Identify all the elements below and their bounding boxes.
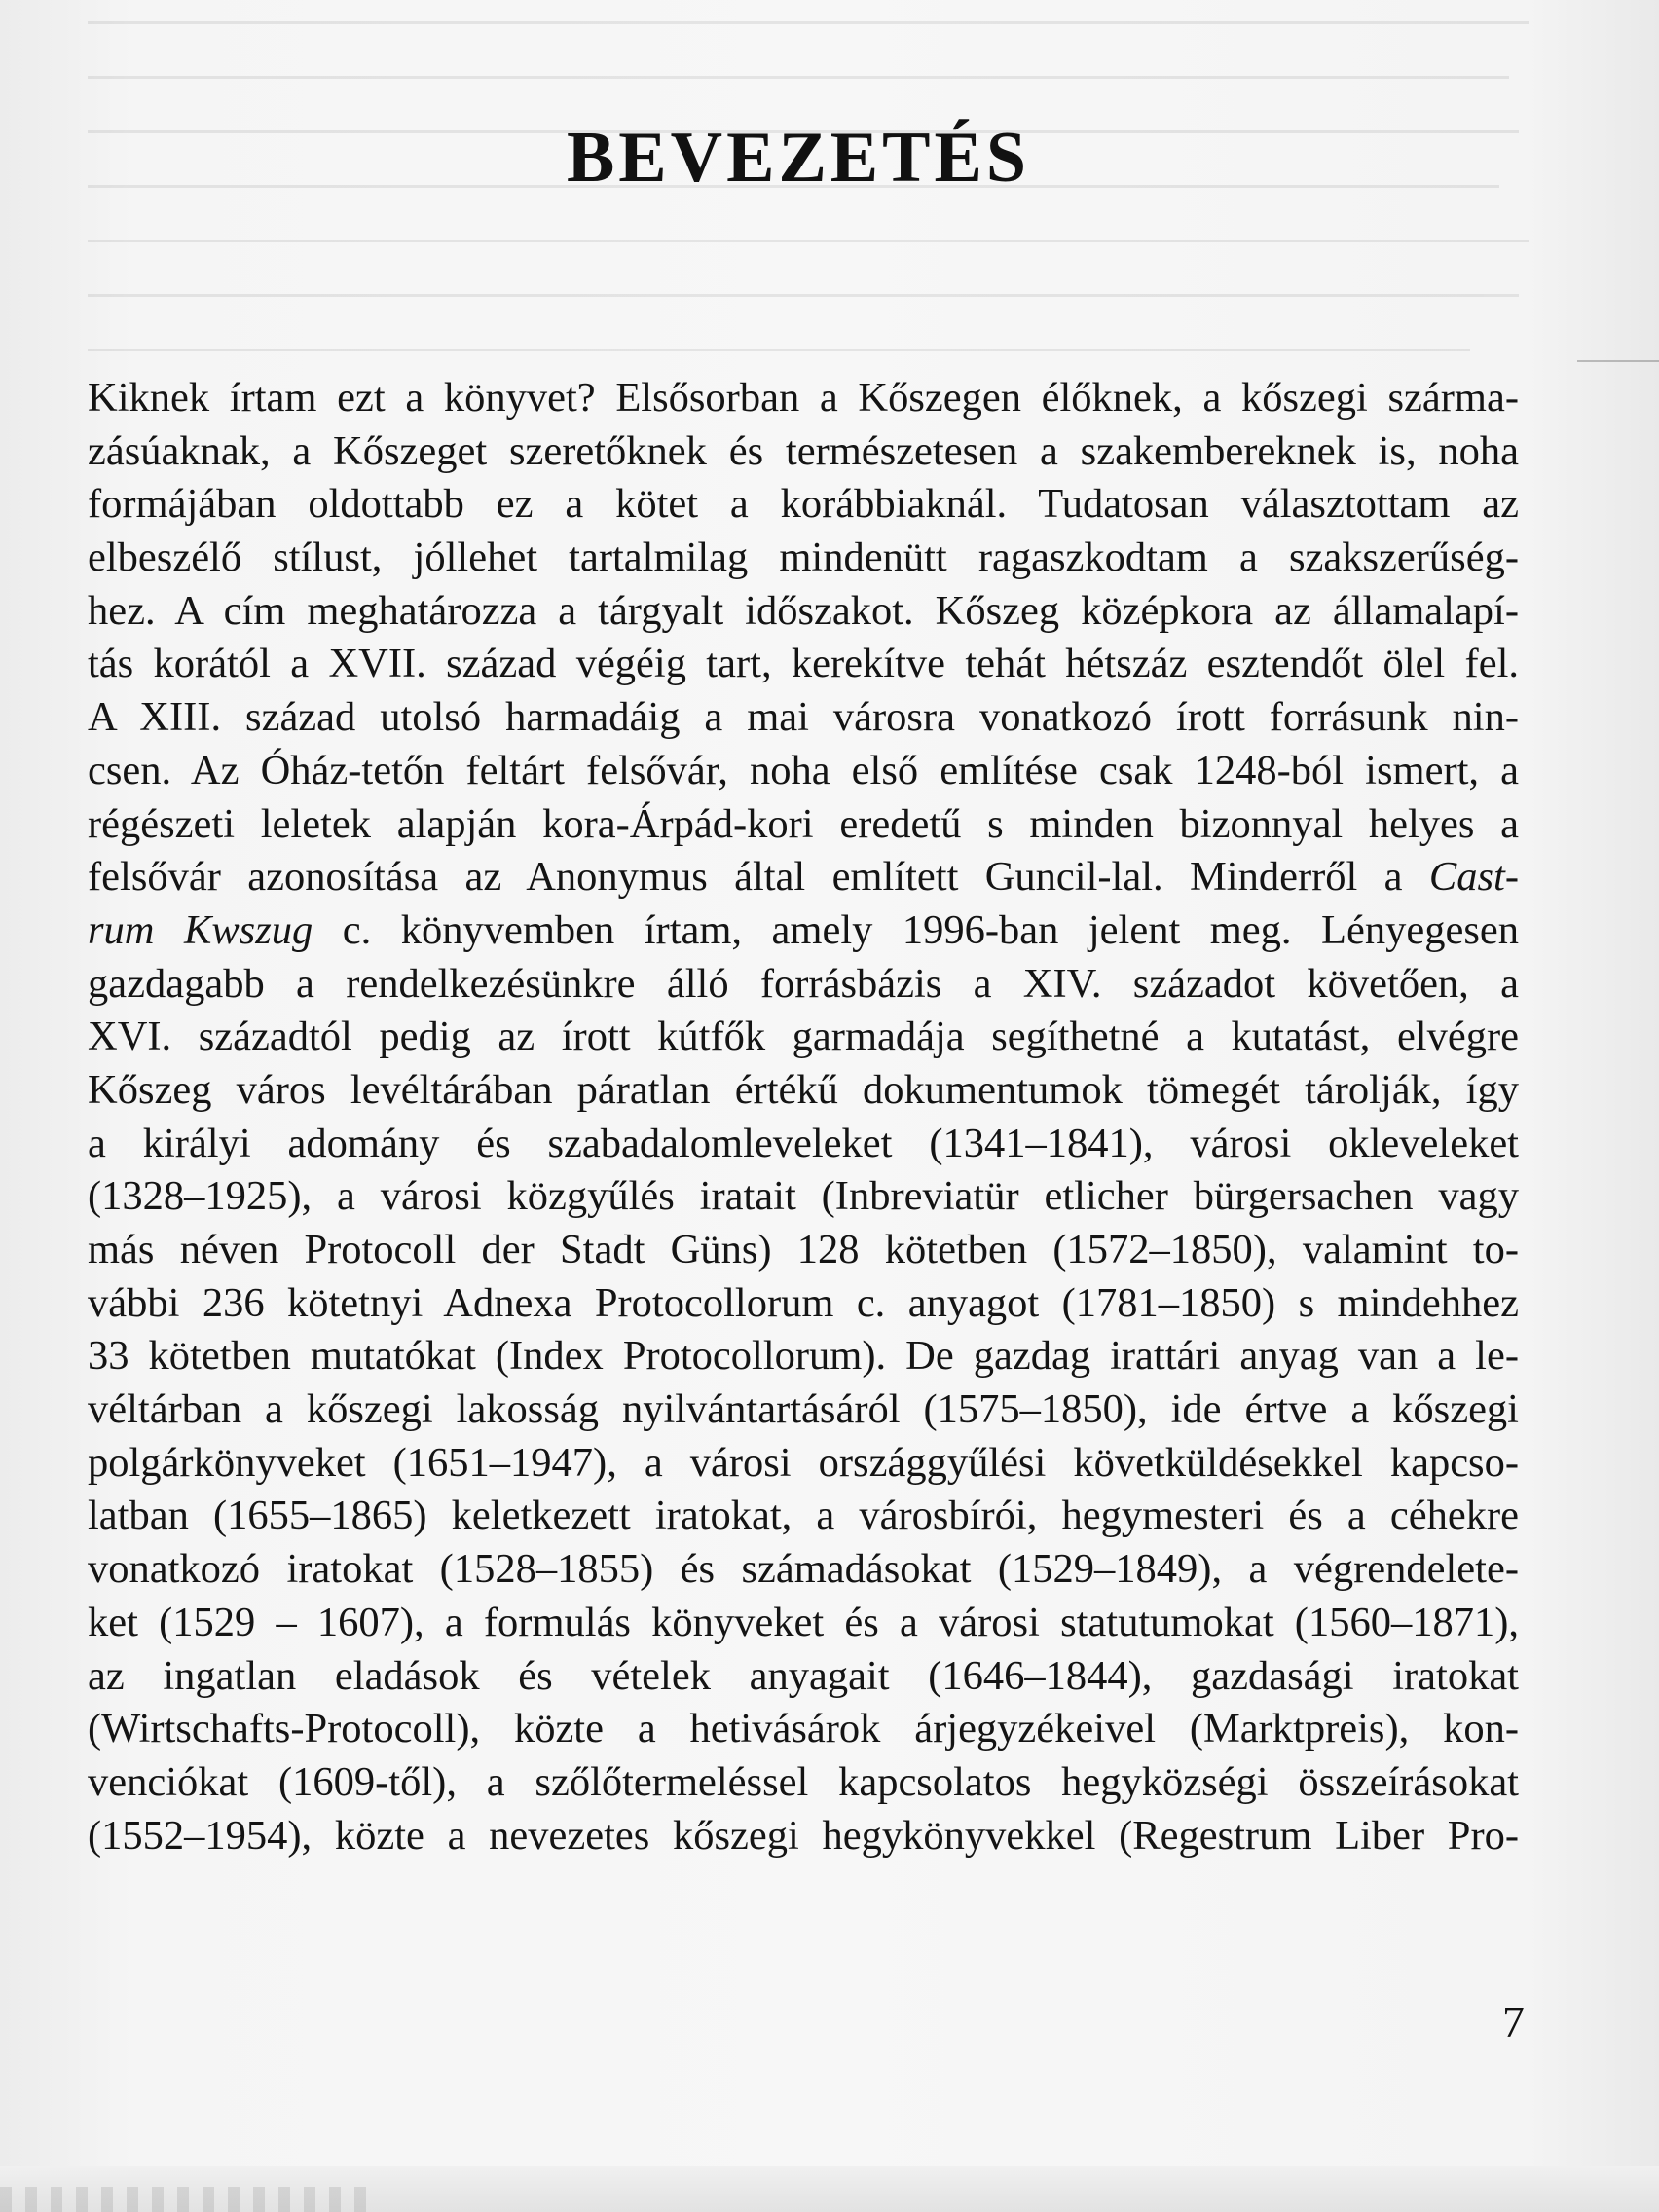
text-line: (1328–1925), a városi közgyűlés iratait (Inbreviatür etlicher bürgersachen vagy bbox=[88, 1173, 1519, 1220]
text-line: csen. Az Óház-tetőn feltárt felsővár, noha első említése csak 1248-ból ismert, a bbox=[88, 747, 1519, 793]
text-line: vábbi 236 kötetnyi Adnexa Protocollorum c. anyagot (1781–1850) s mindehhez bbox=[88, 1279, 1519, 1326]
text-line: ket (1529 – 1607), a formulás könyveket és a városi statutumokat (1560–1871), bbox=[88, 1599, 1519, 1645]
text-line: régészeti leletek alapján kora-Árpád-kori eredetű s minden bizonnyal helyes a bbox=[88, 800, 1519, 847]
text-line-part: felsővár azonosítása az Anonymus által említett Guncil-lal. Minderről a bbox=[88, 854, 1429, 901]
text-line: elbeszélő stílust, jóllehet tartalmilag mindenütt ragaszkodtam a szakszerűség- bbox=[88, 535, 1519, 581]
text-line: Kiknek írtam ezt a könyvet? Elsősorban a Kőszegen élőknek, a kőszegi szárma- bbox=[88, 375, 1519, 421]
text-line: véltárban a kőszegi lakosság nyilvántartásáról (1575–1850), ide értve a kőszegi bbox=[88, 1386, 1519, 1433]
chapter-title: BEVEZETÉS bbox=[566, 118, 1031, 198]
text-line-part: c. könyvemben írtam, amely 1996-ban jelent meg. Lényegesen bbox=[313, 906, 1519, 953]
text-line: hez. A cím meghatározza a tárgyalt időszakot. Kőszeg középkora az államalapí- bbox=[88, 587, 1519, 634]
text-line: latban (1655–1865) keletkezett iratokat, a városbírói, hegymesteri és a céhekre bbox=[88, 1493, 1519, 1539]
text-line: az ingatlan eladások és vételek anyagait (1646–1844), gazdasági iratokat bbox=[88, 1652, 1519, 1699]
body-text bbox=[88, 372, 1519, 1862]
text-line: a királyi adomány és szabadalomleveleket (1341–1841), városi okleveleket bbox=[88, 1120, 1519, 1166]
italic-fragment: Cast- bbox=[1428, 854, 1519, 901]
text-line: vonatkozó iratokat (1528–1855) és számadásokat (1529–1849), a végrendelete- bbox=[88, 1546, 1519, 1593]
bleed-through-rule bbox=[1577, 360, 1659, 362]
text-line: formájában oldottabb ez a kötet a korábbiaknál. Tudatosan választottam az bbox=[88, 481, 1519, 528]
text-line: tás korától a XVII. század végéig tart, kerekítve tehát hétszáz esztendőt ölel fel. bbox=[88, 641, 1519, 687]
text-line: XVI. századtól pedig az írott kútfők garmadája segíthetné a kutatást, elvégre bbox=[88, 1014, 1519, 1060]
bleed-through-footer bbox=[0, 2187, 370, 2212]
text-line-with-italic bbox=[88, 904, 1519, 958]
text-line: A XIII. század utolsó harmadáig a mai városra vonatkozó írott forrásunk nin- bbox=[88, 694, 1519, 741]
text-line-with-italic bbox=[88, 851, 1519, 904]
text-line: gazdagabb a rendelkezésünkre álló forrásbázis a XIV. századot követően, a bbox=[88, 960, 1519, 1007]
text-line: venciókat (1609-től), a szőlőtermeléssel kapcsolatos hegyközségi összeírásokat bbox=[88, 1758, 1519, 1805]
text-line: más néven Protocoll der Stadt Güns) 128 kötetben (1572–1850), valamint to- bbox=[88, 1227, 1519, 1272]
text-line: (Wirtschafts-Protocoll), közte a hetivásárok árjegyzékeivel (Marktpreis), kon- bbox=[88, 1706, 1519, 1752]
text-line: 33 kötetben mutatókat (Index Protocollorum). De gazdag irattári anyag van a le- bbox=[88, 1333, 1519, 1380]
text-line: Kőszeg város levéltárában páratlan értékű dokumentumok tömegét tárolják, így bbox=[88, 1066, 1519, 1113]
text-line: (1552–1954), közte a nevezetes kőszegi hegykönyvekkel (Regestrum Liber Pro- bbox=[88, 1812, 1519, 1859]
italic-fragment: rum Kwszug bbox=[88, 906, 313, 953]
text-line: zásúaknak, a Kőszeget szeretőknek és természetesen a szakembereknek is, noha bbox=[88, 427, 1519, 474]
page-number: 7 bbox=[1502, 1997, 1525, 2046]
text-line: polgárkönyveket (1651–1947), a városi országgyűlési követküldésekkel kapcso- bbox=[88, 1439, 1519, 1486]
